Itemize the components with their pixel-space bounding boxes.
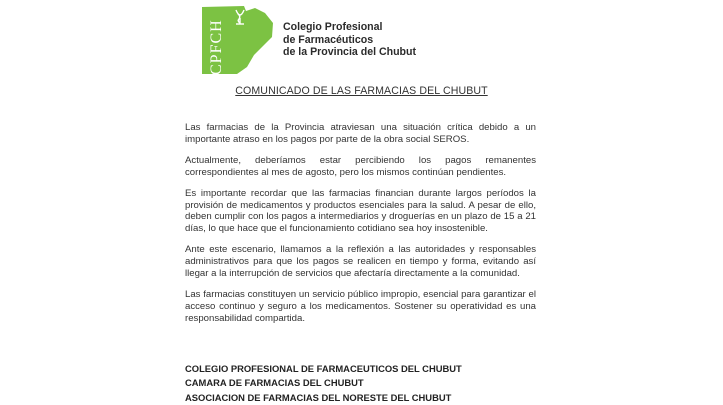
signatures [185,362,462,405]
signature-line: COLEGIO PROFESIONAL DE FARMACEUTICOS DEL CHUBUT [185,363,462,374]
paragraph: Ante este escenario, llamamos a la reflexión a las autoridades y responsables administrativos para que los pagos se realicen en tiempo y forma, evitando así llegar a la interrupción de servicios que afectaría directamente a la comunidad. [185,244,536,280]
paragraph: Actualmente, deberíamos estar percibiendo los pagos remanentes correspondientes al mes de agosto, pero los mismos continúan pendientes. [185,154,536,178]
document-body [185,122,536,334]
paragraph: Es importante recordar que las farmacias financian durante largos períodos la provisión de medicamentos y productos esenciales para la salud. A pesar de ello, deben cumplir con los pagos a intermediarios y droguerías en un plazo de 15 a 21 días, lo que hace que el funcionamiento cotidiano sea hoy insostenible. [185,187,536,235]
signature-line: ASOCIACION DE FARMACIAS DEL NORESTE DEL CHUBUT [185,391,452,403]
signature-line: CAMARA DE FARMACIAS DEL CHUBUT [185,377,364,389]
logo-text: CPFCH [208,19,225,75]
document-title: COMUNICADO DE LAS FARMACIAS DEL CHUBUT [235,85,488,97]
org-line: de la Provincia del Chubut [283,46,417,59]
cpfch-logo [199,3,275,75]
paragraph: Las farmacias de la Provincia atraviesan una situación crítica debido a un importante atraso en los pagos por parte de la obra social SEROS. [185,122,536,145]
org-line: de Farmacéuticos [283,33,374,46]
paragraph: Las farmacias constituyen un servicio público impropio, esencial para garantizar el acceso continuo y seguro a los medicamentos. Sostener su operatividad es una responsabilidad compartida. [185,288,536,324]
organization-name [283,21,416,59]
org-line: Colegio Profesional [283,21,383,33]
